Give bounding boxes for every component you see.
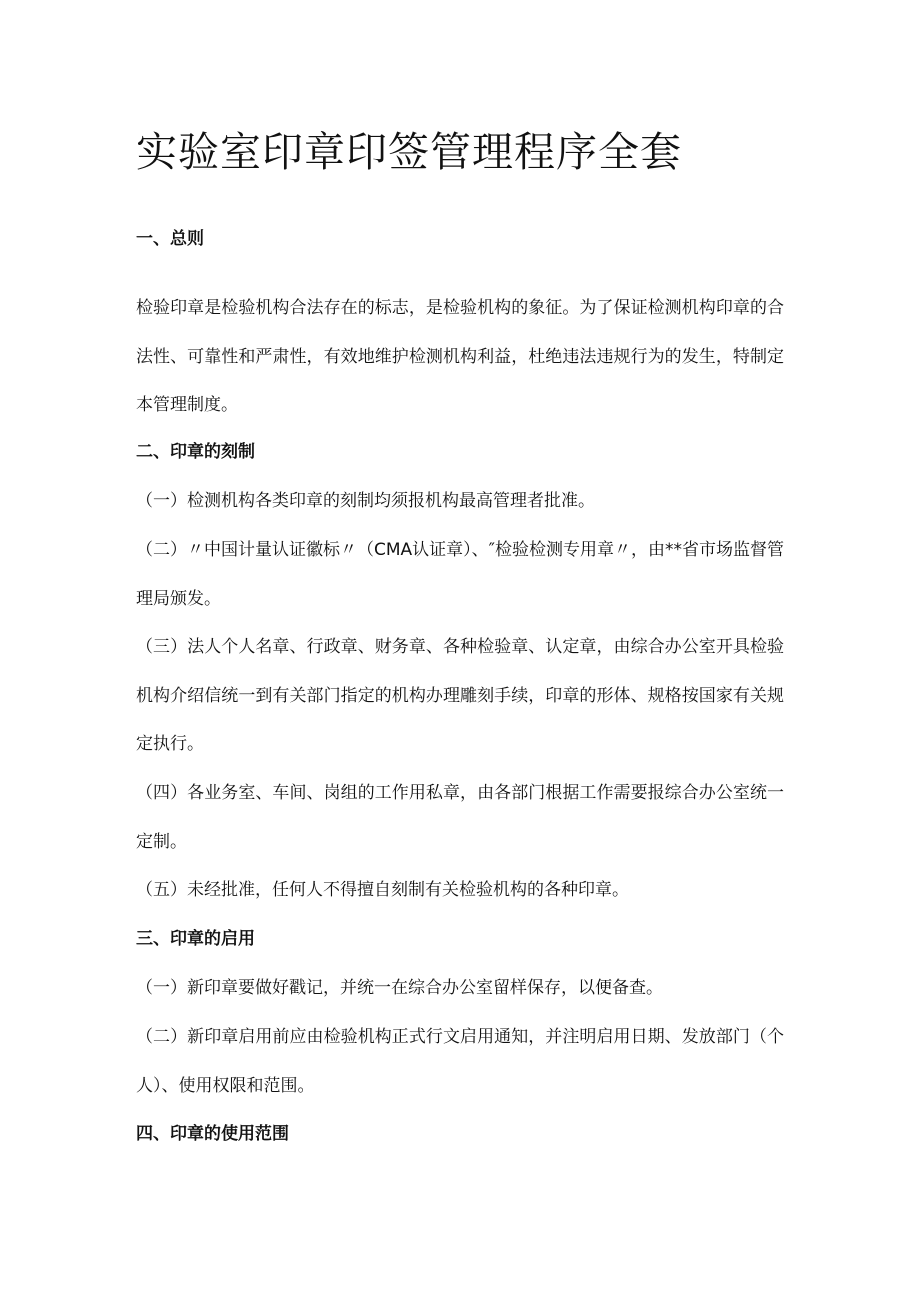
paragraph-engraving-1: （一）检测机构各类印章的刻制均须报机构最高管理者批准。 xyxy=(136,491,595,511)
section-heading-usage-scope: 四、印章的使用范围 xyxy=(136,1124,289,1144)
section-heading-general: 一、总则 xyxy=(136,229,204,249)
paragraph-engraving-5: （五）未经批准，任何人不得擅自刻制有关检验机构的各种印章。 xyxy=(136,880,629,900)
document-title: 实验室印章印签管理程序全套 xyxy=(136,128,682,176)
paragraph-activation-1: （一）新印章要做好戳记，并统一在综合办公室留样保存，以便备查。 xyxy=(136,978,663,998)
paragraph-activation-2: （二）新印章启用前应由检验机构正式行文启用通知，并注明启用日期、发放部门（个人）、使用权限和范围。 xyxy=(136,1027,784,1096)
section-heading-engraving: 二、印章的刻制 xyxy=(136,442,255,462)
paragraph-engraving-3: （三）法人个人名章、行政章、财务章、各种检验章、认定章，由综合办公室开具检验机构介绍信统一到有关部门指定的机构办理雕刻手续，印章的形体、规格按国家有关规定执行。 xyxy=(136,637,784,755)
paragraph-general-purpose: 检验印章是检验机构合法存在的标志，是检验机构的象征。为了保证检测机构印章的合法性、可靠性和严肃性，有效地维护检测机构利益，杜绝违法违规行为的发生，特制定本管理制度。 xyxy=(136,298,784,416)
section-heading-activation: 三、印章的启用 xyxy=(136,929,255,949)
paragraph-engraving-2: （二）〃中国计量认证徽标〃（CMA认证章）、″检验检测专用章〃，由**省市场监督管理局颁发。 xyxy=(136,540,785,609)
paragraph-engraving-4: （四）各业务室、车间、岗组的工作用私章，由各部门根据工作需要报综合办公室统一定制。 xyxy=(136,783,784,852)
